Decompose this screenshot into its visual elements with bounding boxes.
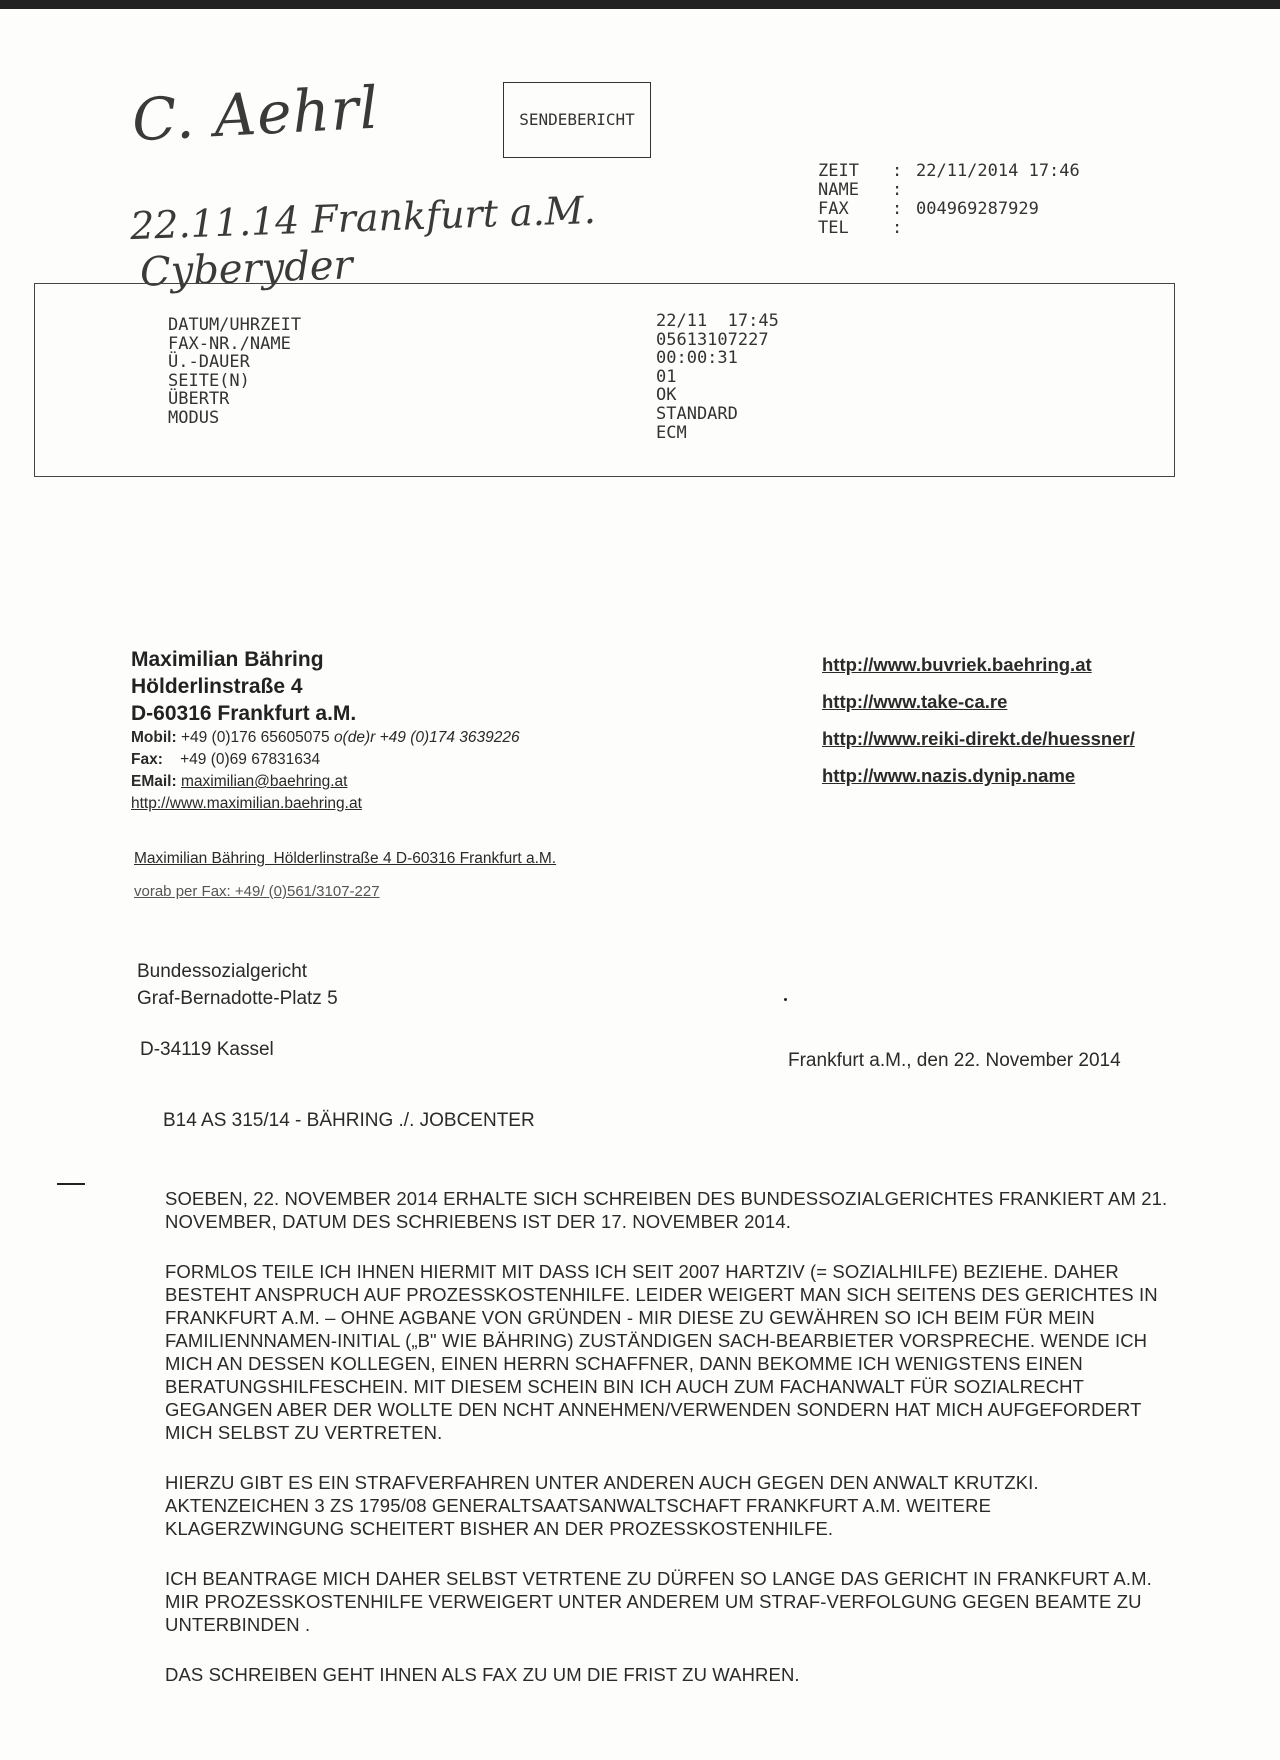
tx-value: 05613107227 — [656, 329, 769, 350]
link-item[interactable]: http://www.buvriek.baehring.at — [822, 654, 1092, 675]
header-value: 22/11/2014 17:46 — [916, 161, 1080, 181]
sender-email: EMail: maximilian@baehring.at — [131, 773, 348, 790]
place-date: Frankfurt a.M., den 22. November 2014 — [788, 1050, 1121, 1071]
report-title: SENDEBERICHT — [519, 110, 635, 129]
tx-label: FAX-NR./NAME — [168, 333, 291, 354]
body-paragraph: SOEBEN, 22. NOVEMBER 2014 ERHALTE SICH SCHREIBEN DES BUNDESSOZIALGERICHTES FRANKIERT AM 21. NOVEMBER, DATUM DES SCHRIEBENS IST DER 17. NOVEMBER 2014. — [165, 1188, 1168, 1232]
tx-label: SEITE(N) — [168, 370, 250, 391]
handwritten-word: Cyberyder — [139, 242, 354, 296]
tx-value: STANDARD — [656, 403, 738, 424]
margin-dash — [57, 1183, 85, 1185]
header-value: 004969287929 — [916, 199, 1039, 219]
header-label: ZEIT — [818, 161, 859, 181]
header-labels — [818, 162, 859, 238]
tx-value: OK — [656, 385, 677, 406]
reference-line: B14 AS 315/14 - BÄHRING ./. JOBCENTER — [163, 1110, 535, 1131]
recipient-city: D-34119 Kassel — [140, 1039, 274, 1060]
link-item[interactable]: http://www.reiki-direkt.de/huessner/ — [822, 728, 1135, 749]
sender-block — [131, 646, 520, 815]
header-label: NAME — [818, 180, 859, 200]
header-value — [916, 181, 1080, 200]
sender-fax: Fax: +49 (0)69 67831634 — [131, 751, 321, 768]
fax-note: vorab per Fax: +49/ (0)561/3107-227 — [134, 883, 380, 900]
sender-mobile: Mobil: +49 (0)176 65605075 o(de)r +49 (0)174 3639226 — [131, 729, 520, 746]
header-colons: : : : : — [892, 161, 903, 238]
recipient-name: Bundessozialgericht — [137, 961, 308, 982]
tx-value: 22/11 17:45 — [656, 311, 779, 331]
tx-value: ECM — [656, 422, 687, 443]
header-values — [916, 162, 1080, 238]
return-address: Maximilian Bähring Hölderlinstraße 4 D-60316 Frankfurt a.M. — [134, 850, 557, 867]
tx-label: MODUS — [168, 407, 220, 428]
body-paragraph: DAS SCHREIBEN GEHT IHNEN ALS FAX ZU UM DIE FRIST ZU WAHREN. — [165, 1664, 800, 1685]
body-paragraph: ICH BEANTRAGE MICH DAHER SELBST VETRTENE ZU DÜRFEN SO LANGE DAS GERICHT IN FRANKFURT A.M. MIR PROZESSKOSTENHILFE VERWEIGERT UNTER ANDEREM UM STRAF-VERFOLGUNG GEGEN BEAMTE ZU UNTERBINDEN . — [165, 1568, 1152, 1635]
sender-name: Maximilian Bähring — [131, 648, 324, 671]
sender-street: Hölderlinstraße 4 — [131, 675, 303, 698]
letter-body — [165, 1187, 1175, 1713]
header-label: TEL — [818, 218, 849, 238]
header-label: FAX — [818, 199, 849, 219]
transmission-labels — [168, 316, 301, 428]
scan-dot — [784, 998, 787, 1001]
link-list — [822, 646, 1135, 794]
tx-label: DATUM/UHRZEIT — [168, 315, 302, 335]
body-paragraph: HIERZU GIBT ES EIN STRAFVERFAHREN UNTER ANDEREN AUCH GEGEN DEN ANWALT KRUTZKI. AKTENZEICHEN 3 ZS 1795/08 GENERALTSAATSANWALTSCHAFT FRANKFURT A.M. WEITERE KLAGERZWINGUNG SCHEITERT BISHER AN DER PROZESSKOSTENHILFE. — [165, 1472, 1039, 1539]
recipient-address — [137, 958, 338, 1012]
tx-label: ÜBERTR — [168, 389, 230, 410]
recipient-street: Graf-Bernadotte-Platz 5 — [137, 988, 338, 1009]
link-item[interactable]: http://www.nazis.dynip.name — [822, 765, 1076, 786]
link-item[interactable]: http://www.take-ca.re — [822, 691, 1008, 712]
tx-value: 01 — [656, 366, 677, 387]
scan-edge — [0, 0, 1280, 9]
tx-value: 00:00:31 — [656, 348, 738, 369]
transmission-values — [656, 312, 779, 442]
handwritten-date: 22.11.14 Frankfurt a.M. — [129, 187, 597, 249]
body-paragraph: FORMLOS TEILE ICH IHNEN HIERMIT MIT DASS ICH SEIT 2007 HARTZIV (= SOZIALHILFE) BEZIEHE. DAHER BESTEHT ANSPRUCH AUF PROZESSKOSTENHILFE. LEIDER WEIGERT MAN SICH SEITENS DES GERICHTES IN FRANKFURT A.M. – OHNE AGBANE VON GRÜNDEN - MIR DIESE ZU GEWÄHREN SO ICH BEIM FÜR MEIN FAMILIENNNAMEN-INITIAL („B" WIE BÄHRING) ZUSTÄNDIGEN SACH-BEARBIETER VORSPRECHE. WENDE ICH MICH AN DESSEN KOLLEGEN, EINEN HERRN SCHAFFNER, DANN BEKOMME ICH WENIGSTENS EINEN BERATUNGSHILFESCHEIN. MIT DIESEM SCHEIN BIN ICH AUCH ZUM FACHANWALT FÜR SOZIALRECHT GEGANGEN ABER DER WOLLTE DEN NCHT ANNEHMEN/VERWENDEN SONDERN HAT MICH AUFGEFORDERT MICH SELBST ZU VERTRETEN. — [165, 1261, 1158, 1443]
sender-website: http://www.maximilian.baehring.at — [131, 795, 362, 812]
handwritten-signature: C. Aehrl — [130, 73, 381, 155]
header-value — [916, 219, 1080, 238]
tx-label: Ü.-DAUER — [168, 352, 250, 373]
sender-city: D-60316 Frankfurt a.M. — [131, 702, 357, 725]
